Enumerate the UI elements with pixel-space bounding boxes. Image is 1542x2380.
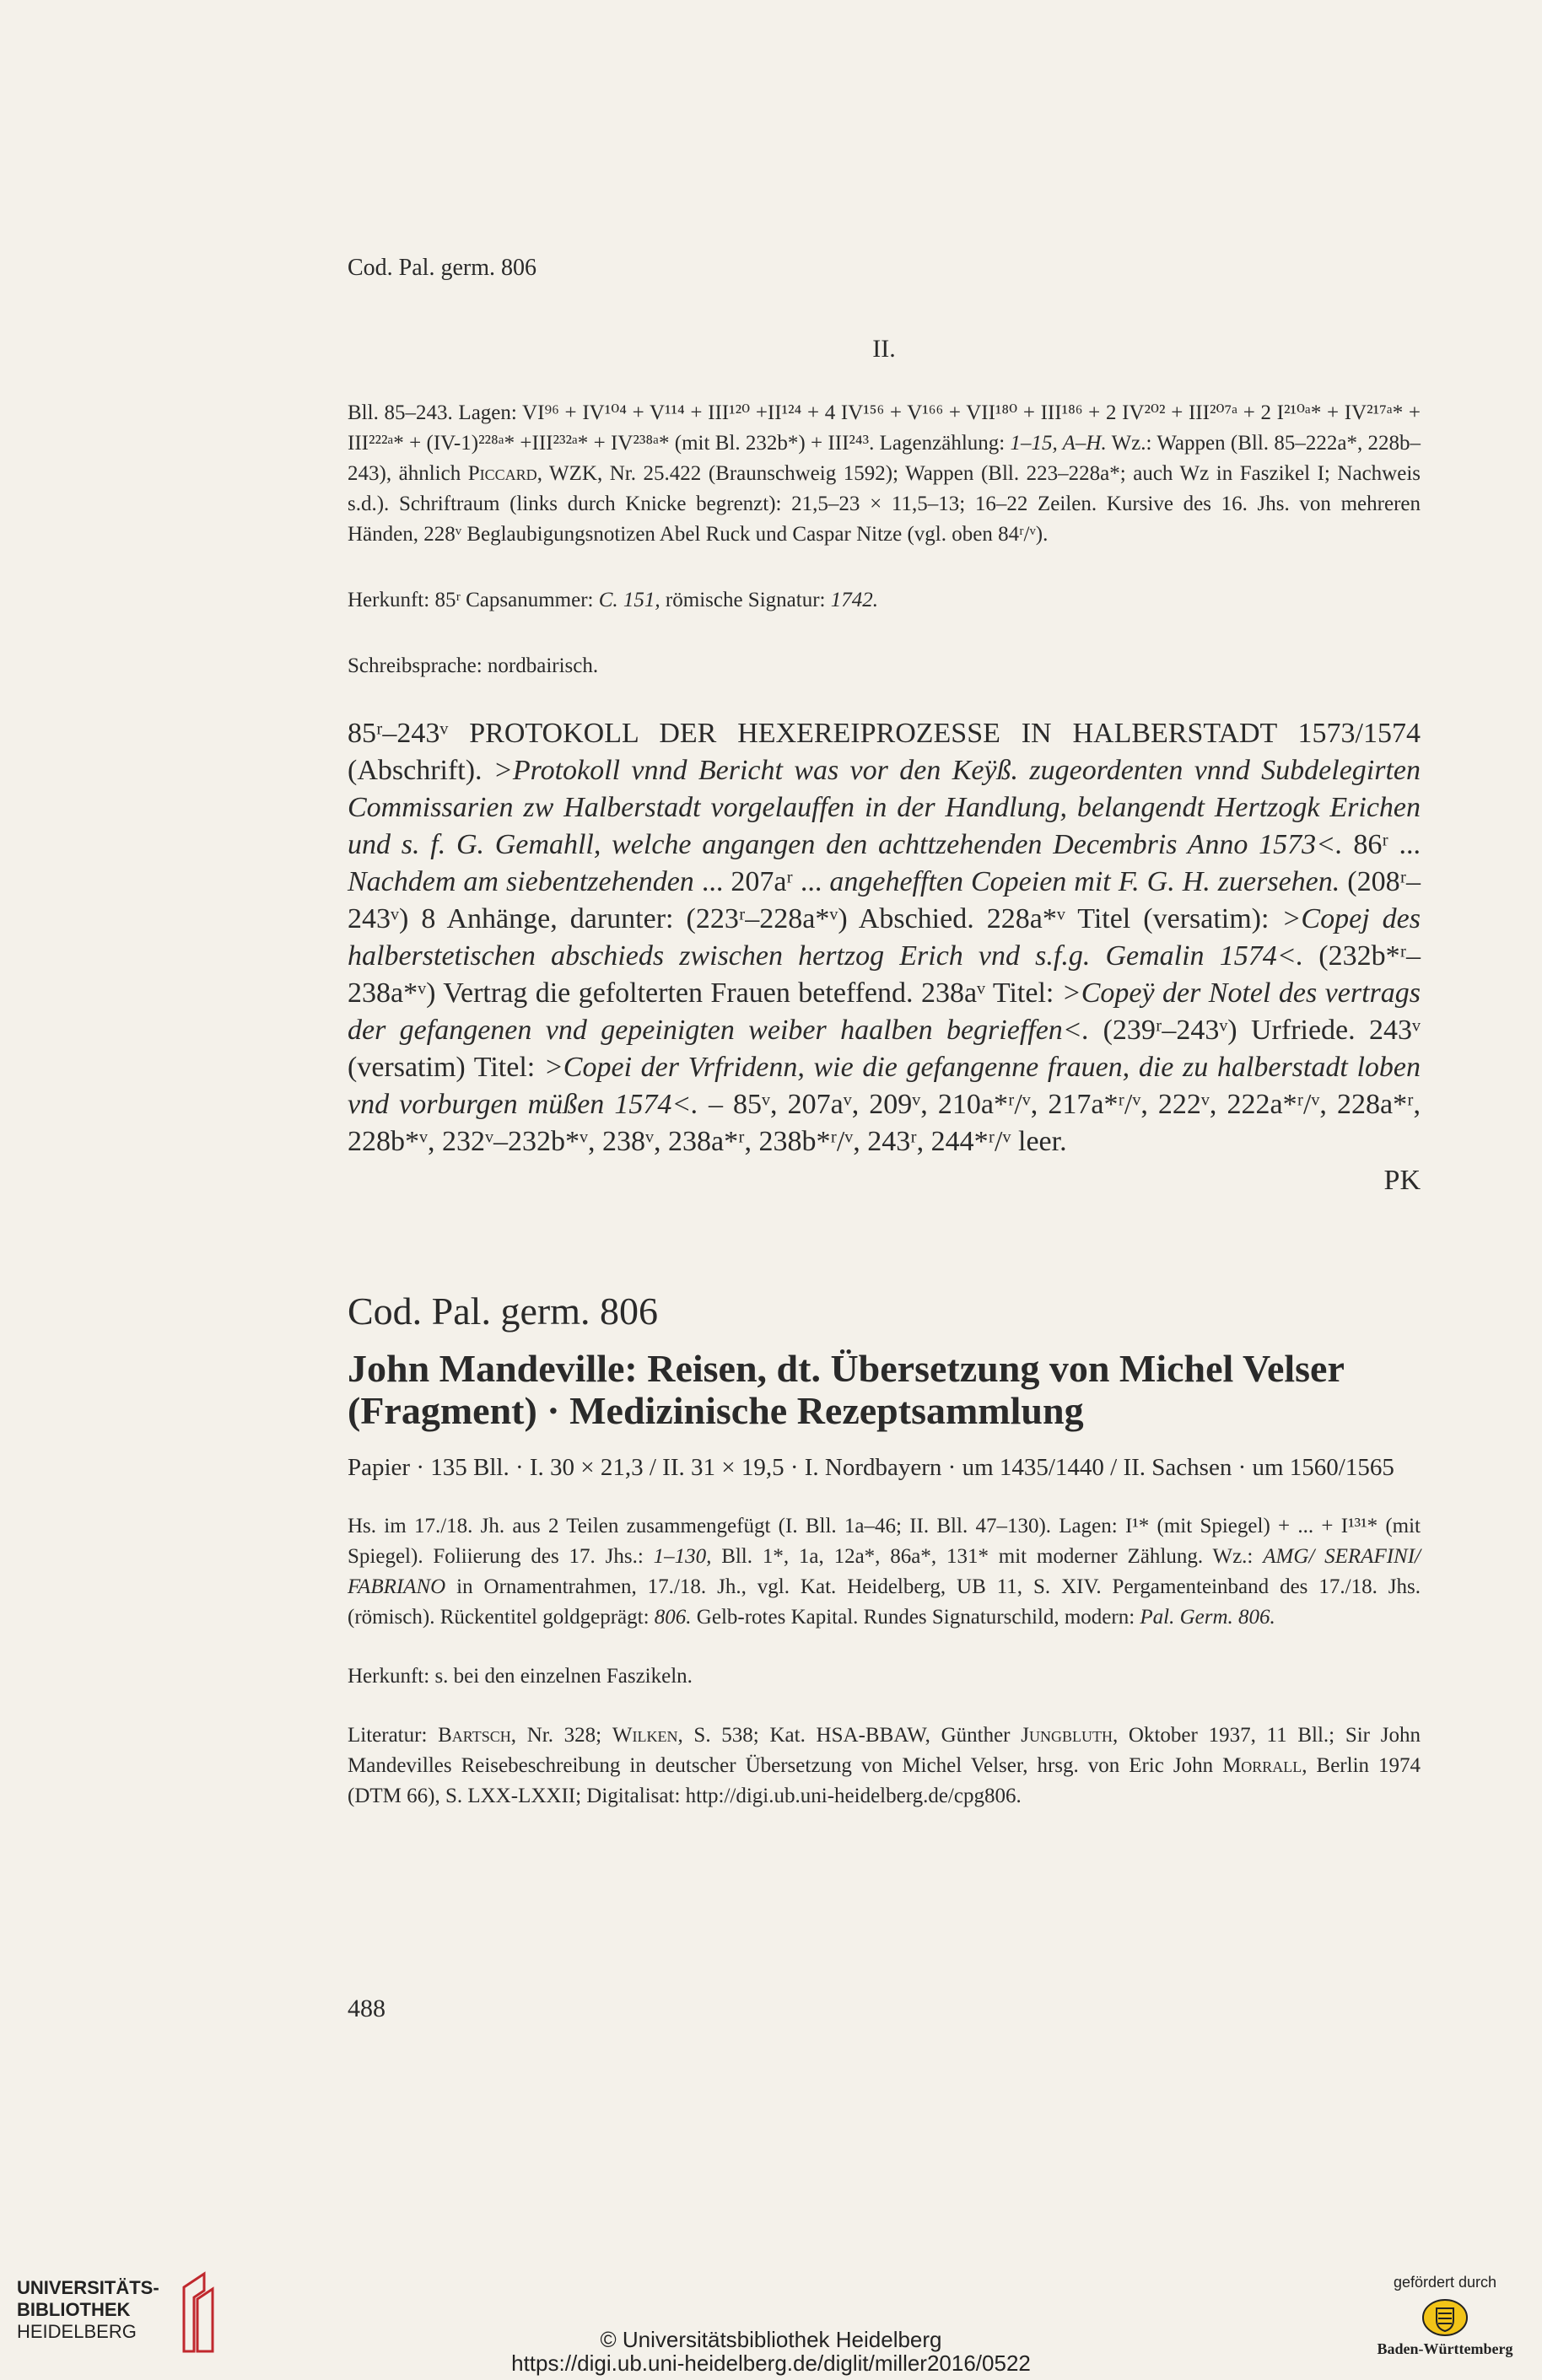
literature-text: , Berlin 1974 (DTM 66), S. LXX-LXXII; Digitalisat: http://digi.ub.uni-heidelberg.de/cpg806.: [348, 1754, 1421, 1807]
entry-text: 85ʳ–243ᵛ PROTOKOLL DER HEXEREIPROZESSE IN HALBERSTADT 1573/1574 (Abschrift).: [348, 718, 1421, 786]
section-2: [348, 334, 1421, 1199]
record-shelfmark: Cod. Pal. germ. 806: [348, 1290, 658, 1333]
entry-quote: >Copeÿ der Notel des vertrags der gefangenen vnd gepeinigten weiber haalben begrieffen<.: [348, 977, 1421, 1046]
author-smallcaps: Piccard: [467, 462, 537, 485]
provenance-text: Herkunft: 85ʳ Capsanummer:: [348, 589, 599, 611]
entry-quote: >Copei der Vrfridenn, wie die gefangenne frauen, die zu halberstadt loben vnd vorburgen müßen 1574<.: [348, 1052, 1421, 1120]
codicology-text: Bll. 85–243. Lagen: VI⁹⁶ + IV¹⁰⁴ + V¹¹⁴ + III¹²⁰ +II¹²⁴ + 4 IV¹⁵⁶ + V¹⁶⁶ + VII¹⁸⁰ + III¹⁸⁶ + 2 IV²⁰² + III²⁰⁷ᵃ + 2 I²¹⁰ᵃ* + IV²¹⁷ᵃ* + III²²²ᵃ* + (IV-1)²²⁸ᵃ* +III²³²ᵃ* + IV²³⁸ᵃ* (mit Bl. 232b*) + III²⁴³. Lagenzählung:: [348, 401, 1421, 455]
author-smallcaps: Morrall: [1222, 1754, 1302, 1777]
record-summary: Papier · 135 Bll. · I. 30 × 21,3 / II. 31 × 19,5 · I. Nordbayern · um 1435/1440 / II. Sachsen · um 1560/1565: [348, 1454, 1394, 1481]
copyright-text: © Universitätsbibliothek Heidelberg: [600, 2327, 942, 2352]
entry-quote: >Protokoll vnnd Bericht was vor den Keÿß. zugeordenten vnnd Subdelegirten Commissarien zw Halberstadt vorgelauffen in der Handlung, belangendt Hertzogk Erichen und s. f. G. Gemahll, welche angangen den achttzehenden Decembris Anno 1573<.: [348, 755, 1421, 860]
entry-quote: angehefften Copeien mit F. G. H. zuersehen.: [829, 866, 1340, 897]
sponsor-name: Baden-Württemberg: [1377, 2340, 1513, 2357]
content-entry: [348, 715, 1421, 1160]
running-head: [348, 253, 1421, 283]
author-smallcaps: Wilken: [612, 1724, 678, 1747]
page-number-block: [348, 1994, 1421, 2024]
literature-text: Literatur:: [348, 1724, 439, 1747]
codicology-italic: 1–15, A–H.: [1010, 432, 1107, 455]
codicology-text: Wz.: Wappen (Bll. 85–222a*, 228b–243), ähnlich: [348, 432, 1421, 485]
record-codicology: [348, 1511, 1421, 1633]
record-text: Gelb-rotes Kapital. Rundes Signaturschild, modern:: [691, 1606, 1140, 1629]
record-provenance: Herkunft: s. bei den einzelnen Faszikeln.: [348, 1665, 693, 1688]
library-name-line3: HEIDELBERG: [17, 2321, 137, 2342]
page-number: 488: [348, 1995, 386, 2022]
entry-text: (232b*ʳ–238a*ᵛ) Vertrag die gefolterten Frauen beteffend. 238aᵛ Titel:: [348, 940, 1421, 1009]
entry-text: (208ʳ–243ᵛ) 8 Anhänge, darunter: (223ʳ–228a*ᵛ) Abschied. 228a*ᵛ Titel (versatim):: [348, 866, 1421, 934]
running-head-text: Cod. Pal. germ. 806: [348, 255, 536, 281]
source-url-link[interactable]: https://digi.ub.uni-heidelberg.de/diglit/miller2016/0522: [511, 2350, 1031, 2376]
entry-text: – 85ᵛ, 207aᵛ, 209ᵛ, 210a*ʳ/ᵛ, 217a*ʳ/ᵛ, 222ᵛ, 222a*ʳ/ᵛ, 228a*ʳ, 228b*ᵛ, 232ᵛ–232b*ᵛ, 238ᵛ, 238a*ʳ, 238b*ʳ/ᵛ, 243ʳ, 244*ʳ/ᵛ leer.: [348, 1089, 1421, 1157]
entry-text: 86ʳ ...: [1342, 829, 1421, 860]
record-italic: 806.: [654, 1606, 692, 1629]
record-text: in Ornamentrahmen, 17./18. Jh., vgl. Kat. Heidelberg, UB 11, S. XIV. Pergamenteinband des 17./18. Jhs. (römisch). Rückentitel goldgeprägt:: [348, 1575, 1421, 1629]
codicology-text: , WZK, Nr. 25.422 (Braunschweig 1592); Wappen (Bll. 223–228a*; auch Wz in Faszikel I; Nachweis s.d.). Schriftraum (links durch Knicke begrenzt): 21,5–23 × 11,5–13; 16–22 Zeilen. Kursive des 16. Jhs. von mehreren Händen, 228ᵛ Beglaubigungsnotizen Abel Ruck und Caspar Nitze (vgl. oben 84ʳ/ᵛ).: [348, 462, 1421, 546]
sponsor-block: [1373, 2274, 1517, 2358]
author-smallcaps: Jungbluth: [1021, 1724, 1113, 1747]
record-text: Hs. im 17./18. Jh. aus 2 Teilen zusammengefügt (I. Bll. 1a–46; II. Bll. 47–130). Lagen: I¹* (mit Spiegel) + ... + I¹³¹* (mit Spiegel). Foliierung des 17. Jhs.:: [348, 1515, 1421, 1568]
record-text: Bll. 1*, 1a, 12a*, 86a*, 131* mit moderner Zählung. Wz.:: [711, 1545, 1264, 1568]
section-numeral: II.: [872, 335, 896, 363]
record-italic: 1–130,: [653, 1545, 712, 1568]
state-coat-of-arms-icon: [1420, 2297, 1470, 2339]
entry-quote: Nachdem am siebentzehenden: [348, 866, 694, 897]
provenance-italic: 1742.: [830, 589, 878, 611]
literature-text: , Nr. 328;: [510, 1724, 612, 1747]
footer-credits: [0, 2328, 1542, 2375]
library-name-line1: UNIVERSITÄTS-: [17, 2277, 159, 2298]
entry-text: ... 207aʳ ...: [693, 866, 830, 897]
record-italic: Pal. Germ. 806.: [1140, 1606, 1275, 1629]
literature-text: , S. 538; Kat. HSA-BBAW, Günther: [677, 1724, 1022, 1747]
cataloguer-initials: PK: [1383, 1165, 1421, 1196]
language-line: Schreibsprache: nordbairisch.: [348, 654, 599, 677]
record-italic: AMG/ SERAFINI/ FABRIANO: [348, 1545, 1421, 1598]
provenance-text: römische Signatur:: [660, 589, 831, 611]
record-cpg806: [348, 1289, 1421, 1812]
library-name-line2: BIBLIOTHEK: [17, 2299, 131, 2320]
record-literature: [348, 1720, 1421, 1812]
provenance-italic: C. 151,: [598, 589, 660, 611]
entry-quote: >Copej des halberstetischen abschieds zwischen hertzog Erich vnd s.f.g. Gemalin 1574<.: [348, 903, 1421, 972]
entry-text: (239ʳ–243ᵛ) Urfriede. 243ᵛ (versatim) Titel:: [348, 1015, 1421, 1083]
literature-text: , Oktober 1937, 11 Bll.; Sir John Mandevilles Reisebeschreibung in deutscher Übersetzung von Michel Velser, hrsg. von Eric John: [348, 1724, 1421, 1777]
provenance-line: [348, 585, 1421, 616]
codicology-paragraph: [348, 398, 1421, 550]
sponsor-label: gefördert durch: [1393, 2274, 1497, 2291]
author-smallcaps: Bartsch: [438, 1724, 511, 1747]
footer: [0, 2240, 1542, 2380]
record-title: John Mandeville: Reisen, dt. Übersetzung von Michel Velser (Fragment) · Medizinische Rezeptsammlung: [348, 1347, 1345, 1432]
